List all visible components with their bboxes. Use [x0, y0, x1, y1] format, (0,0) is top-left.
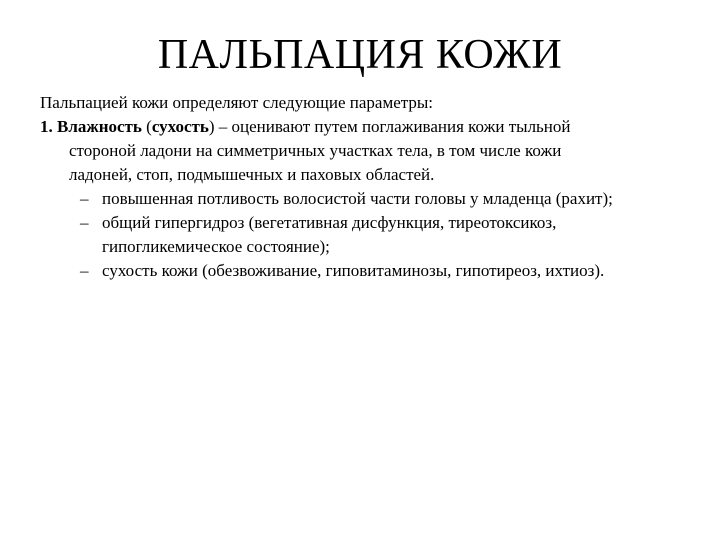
- item-1-number: 1.: [40, 117, 57, 136]
- bullet-1: [40, 187, 690, 211]
- item-1-line-3: ладоней, стоп, подмышечных и паховых областей.: [69, 165, 435, 184]
- item-1-line-1: [40, 115, 690, 139]
- slide-title: ПАЛЬПАЦИЯ КОЖИ: [157, 32, 563, 78]
- slide-body: [40, 91, 690, 283]
- item-1-line-2: стороной ладони на симметричных участках тела, в том числе кожи: [69, 141, 562, 160]
- intro-text: Пальпацией кожи определяют следующие параметры:: [40, 93, 434, 112]
- bullet-1-text: повышенная потливость волосистой части головы у младенца (рахит);: [102, 189, 613, 208]
- bullet-2-continuation: гипогликемическое состояние);: [102, 237, 330, 256]
- item-1-term: Влажность: [57, 117, 142, 136]
- item-1-open-paren: (: [141, 117, 152, 136]
- dash-marker: –: [80, 261, 89, 280]
- bullet-3: [40, 259, 690, 283]
- bullet-3-text: сухость кожи (обезвоживание, гиповитаминозы, гипотиреоз, ихтиоз).: [102, 261, 605, 280]
- item-1-term-2: сухость: [151, 117, 209, 136]
- bullet-2: [40, 211, 690, 235]
- item-1-rest: ) – оценивают путем поглаживания кожи тыльной: [208, 117, 571, 136]
- dash-marker: –: [80, 213, 89, 232]
- bullet-2-text: общий гипергидроз (вегетативная дисфункция, тиреотоксикоз,: [102, 213, 557, 232]
- dash-marker: –: [80, 189, 89, 208]
